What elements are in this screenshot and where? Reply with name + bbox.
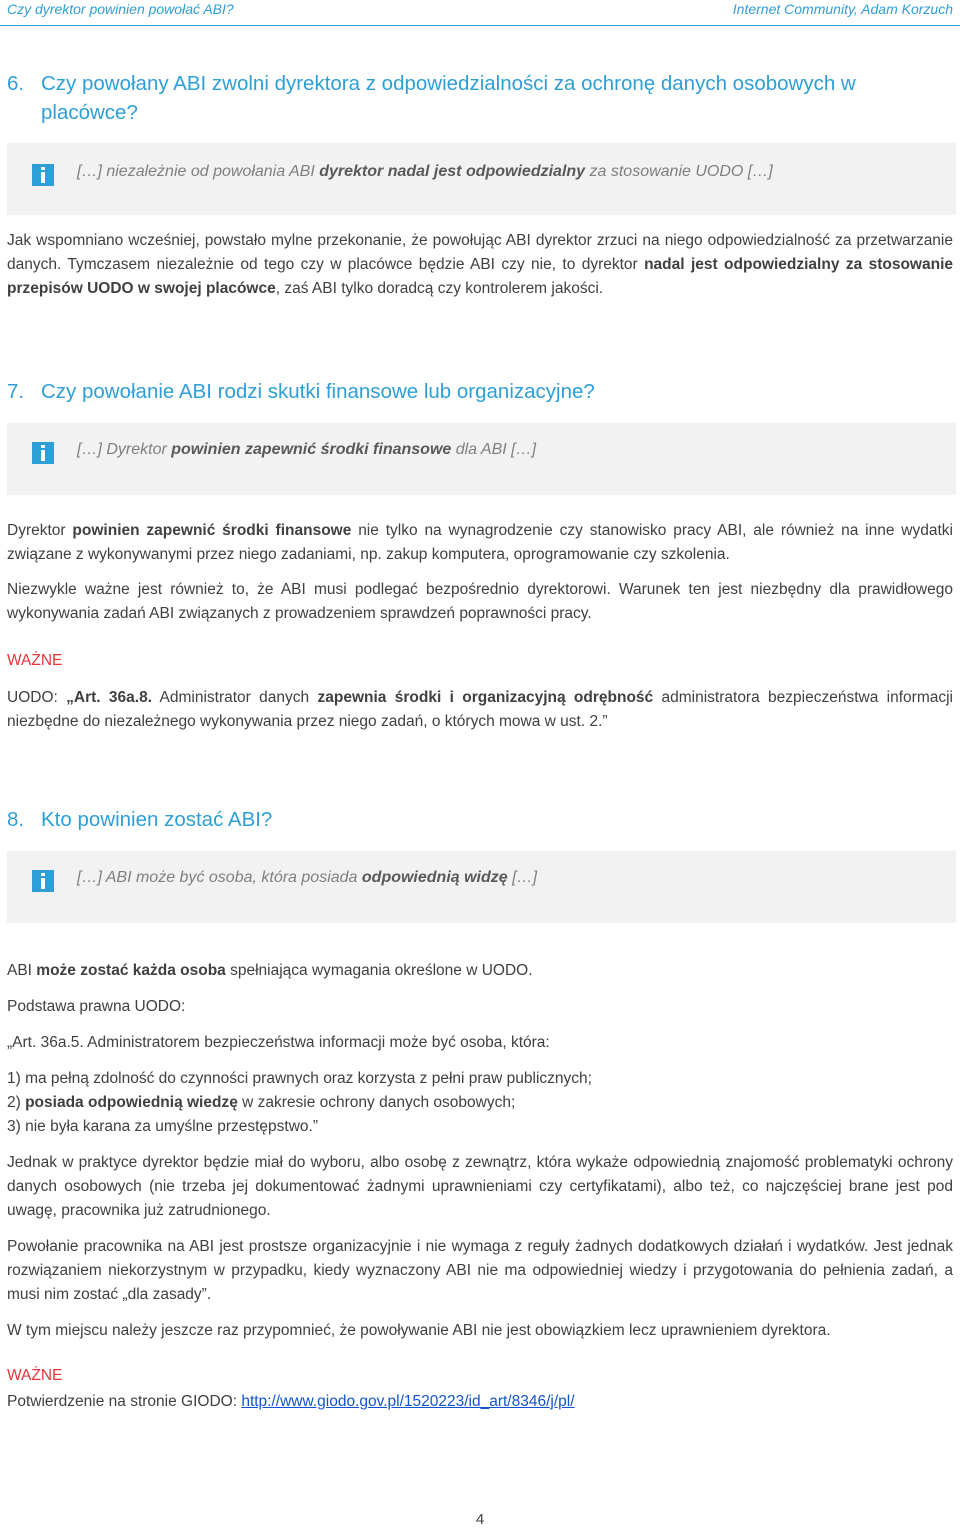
section-7-heading [7, 377, 930, 406]
giodo-link[interactable]: http://www.giodo.gov.pl/1520223/id_art/8346/j/pl/ [241, 1393, 575, 1410]
section-number: 6. [7, 72, 25, 95]
info-quote-box [7, 423, 956, 495]
list-item: 1) ma pełną zdolność do czynności prawnych oraz korzysta z pełni praw publicznych; [7, 1070, 592, 1087]
list-item: 3) nie była karana za umyślne przestępstwo.” [7, 1118, 319, 1135]
header-author: Internet Community, Adam Korzuch [732, 1, 953, 17]
paragraph: Podstawa prawna UODO: [7, 998, 186, 1015]
page-number: 4 [475, 1511, 485, 1528]
important-label: WAŻNE [7, 652, 63, 669]
header-divider [0, 25, 960, 26]
list-item: 2) posiada odpowiednią wiedzę w zakresie ochrony danych osobowych; [7, 1094, 516, 1111]
info-quote-box [7, 143, 956, 215]
paragraph: ABI może zostać każda osoba spełniająca wymagania określone w UODO. [7, 962, 533, 979]
header-doc-title: Czy dyrektor powinien powołać ABI? [7, 1, 234, 17]
section-number: 7. [7, 380, 25, 403]
section-title-continued: placówce? [41, 101, 138, 124]
paragraph: Powołanie pracownika na ABI jest prostsze organizacyjnie i nie wymaga z reguły żadnych dodatkowych działań i wydatków. Jest jednak rozwiązaniem niekorzystnym w przypadku, kiedy wyznaczony ABI nie ma odpowiedniej wiedzy i przygotowania do pełnienia zadań, a musi nim zostać „dla zasady”. [7, 1238, 953, 1303]
page-header [7, 0, 953, 20]
section-title: Czy powołany ABI zwolni dyrektora z odpowiedzialności za ochronę danych osobowych w [41, 72, 856, 95]
paragraph: Niezwykle ważne jest również to, że ABI musi podlegać bezpośrednio dyrektorowi. Warunek ten jest niezbędny dla prawidłowego wykonywania zadań ABI związanych z prowadzeniem sprawdzeń poprawności pracy. [7, 581, 953, 622]
info-icon [32, 164, 54, 186]
section-title: Czy powołanie ABI rodzi skutki finansowe lub organizacyjne? [41, 380, 595, 403]
confirmation-label: Potwierdzenie na stronie GIODO: [7, 1393, 242, 1410]
important-label: WAŻNE [7, 1367, 63, 1384]
quote-text: […] ABI może być osoba, która posiada odpowiednią widzę […] [77, 869, 538, 886]
paragraph: Jednak w praktyce dyrektor będzie miał do wyboru, albo osobę z zewnątrz, która wykaże odpowiednią znajomość problematyki ochrony danych osobowych (nie trzeba jej dokumentować żadnymi uprawnieniami czy certyfikatami), albo też, co najczęściej brane jest pod uwagę, pracownika już zatrudnionego. [7, 1154, 953, 1219]
quote-text: […] Dyrektor powinien zapewnić środki finansowe dla ABI […] [77, 441, 537, 458]
section-6-heading [7, 69, 930, 127]
paragraph: Jak wspomniano wcześniej, powstało mylne przekonanie, że powołując ABI dyrektor zrzuci na niego odpowiedzialność za przetwarzanie danych. Tymczasem niezależnie od tego czy w placówce będzie ABI czy nie, to dyrektor nadal jest odpowiedzialny za stosowanie przepisów UODO w swojej placówce, zaś ABI tylko doradcą czy kontrolerem jakości. [7, 232, 953, 297]
info-icon [32, 442, 54, 464]
confirmation-line [7, 1390, 575, 1414]
paragraph: W tym miejscu należy jeszcze raz przypomnieć, że powoływanie ABI nie jest obowiązkiem lecz uprawnieniem dyrektora. [7, 1322, 831, 1339]
info-icon [32, 870, 54, 892]
paragraph: Dyrektor powinien zapewnić środki finansowe nie tylko na wynagrodzenie czy stanowisko pracy ABI, ale również na inne wydatki związane z wykonywanymi przez niego zadaniami, np. zakup komputera, oprogramowanie czy szkolenia. [7, 522, 953, 563]
info-quote-box [7, 851, 956, 923]
section-title: Kto powinien zostać ABI? [41, 808, 273, 831]
paragraph: „Art. 36a.5. Administratorem bezpieczeństwa informacji może być osoba, która: [7, 1034, 550, 1051]
section-8-heading [7, 805, 930, 834]
paragraph: UODO: „Art. 36a.8. Administrator danych zapewnia środki i organizacyjną odrębność administratora bezpieczeństwa informacji niezbędne do niezależnego wykonywania przez niego zadań, o których mowa w ust. 2.” [7, 689, 953, 730]
section-number: 8. [7, 808, 25, 831]
quote-text: […] niezależnie od powołania ABI dyrektor nadal jest odpowiedzialny za stosowanie UODO […] [77, 163, 773, 180]
